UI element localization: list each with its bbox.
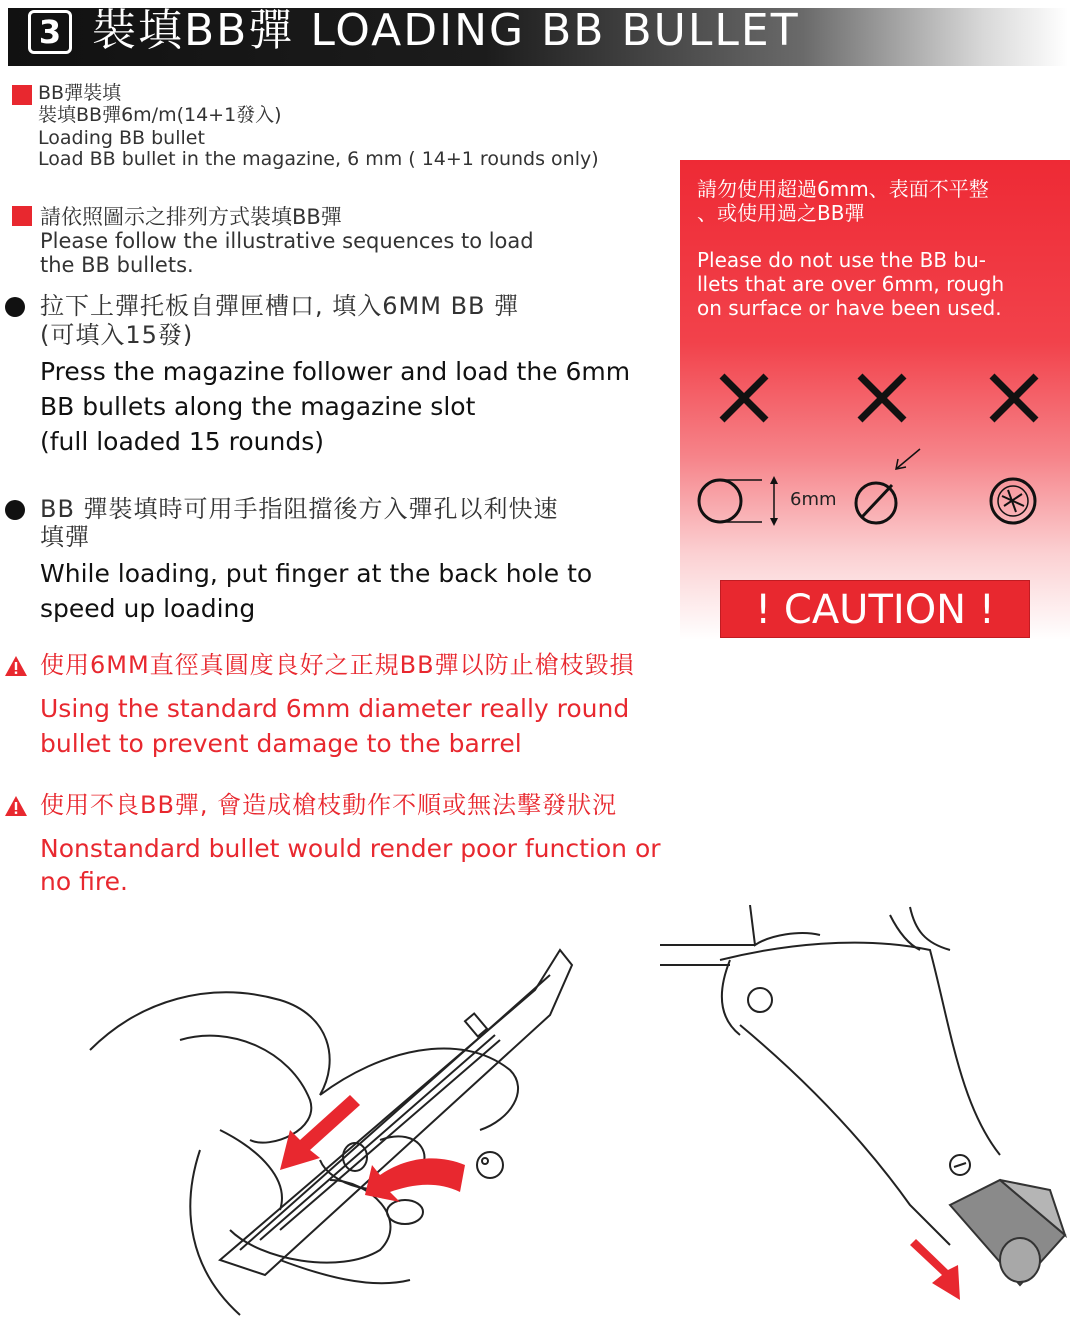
- black-dot-bullet-icon: [5, 500, 25, 520]
- cross-mark-icon: [718, 372, 770, 424]
- caution-en-line1: Please do not use the BB bu-: [697, 248, 986, 272]
- grip-magazine-illustration: [660, 905, 1070, 1305]
- section1-line4: Load BB bullet in the magazine, 6 mm ( 14+1 rounds only): [38, 148, 599, 170]
- warning2-en-line1: Nonstandard bullet would render poor function or: [40, 834, 661, 863]
- bullet1-en-line3: (full loaded 15 rounds): [40, 427, 324, 456]
- used-bb-icon: [988, 476, 1038, 526]
- bullet1-en-line2: BB bullets along the magazine slot: [40, 392, 476, 421]
- warning1-en-line2: bullet to prevent damage to the barrel: [40, 729, 522, 758]
- section1-line2: 裝填BB彈6m/m(14+1發入): [38, 104, 282, 126]
- caution-zh-line2: 、或使用過之BB彈: [697, 201, 865, 225]
- black-dot-bullet-icon: [5, 297, 25, 317]
- bullet1-zh-line1: 拉下上彈托板自彈匣槽口, 填入6MM BB 彈: [40, 292, 520, 320]
- section2-line2: Please follow the illustrative sequences to load: [40, 229, 534, 253]
- cross-mark-icon: [988, 372, 1040, 424]
- caution-zh-line1: 請勿使用超過6mm、表面不平整: [697, 177, 989, 201]
- caution-label: ! CAUTION !: [720, 580, 1030, 638]
- deformed-bb-icon: [850, 445, 925, 530]
- section2-line1: 請依照圖示之排列方式裝填BB彈: [40, 205, 342, 229]
- section1-line3: Loading BB bullet: [38, 127, 205, 149]
- section1-line1: BB彈裝填: [38, 82, 122, 104]
- section2-line3: the BB bullets.: [40, 253, 194, 277]
- bullet1-zh-line2: (可填入15發): [40, 321, 194, 349]
- magazine-loading-illustration: [80, 930, 600, 1325]
- warning1-en-line1: Using the standard 6mm diameter really round: [40, 694, 630, 723]
- bullet2-zh-line2: 填彈: [40, 523, 90, 551]
- caution-en-line2: llets that are over 6mm, rough: [697, 272, 1005, 296]
- red-square-bullet-icon: [12, 85, 32, 105]
- caution-en-line3: on surface or have been used.: [697, 296, 1002, 320]
- bullet2-zh-line1: BB 彈裝填時可用手指阻擋後方入彈孔以利快速: [40, 495, 559, 523]
- oversize-bb-icon: [696, 470, 788, 530]
- warning-triangle-icon: [4, 795, 28, 817]
- warning2-en-line2: no fire.: [40, 867, 128, 896]
- warning1-zh: 使用6MM直徑真圓度良好之正規BB彈以防止槍枝毀損: [40, 651, 635, 679]
- bullet2-en-line2: speed up loading: [40, 594, 256, 623]
- bullet1-en-line1: Press the magazine follower and load the 6mm: [40, 357, 631, 386]
- bullet2-en-line1: While loading, put finger at the back hole to: [40, 559, 593, 588]
- warning2-zh: 使用不良BB彈, 會造成槍枝動作不順或無法擊發狀況: [40, 791, 618, 819]
- step-number-badge: 3: [28, 10, 72, 54]
- red-square-bullet-icon: [12, 206, 32, 226]
- warning-triangle-icon: [4, 655, 28, 677]
- size-label: 6mm: [790, 489, 837, 510]
- cross-mark-icon: [856, 372, 908, 424]
- page-title: 裝填BB彈 LOADING BB BULLET: [92, 5, 800, 56]
